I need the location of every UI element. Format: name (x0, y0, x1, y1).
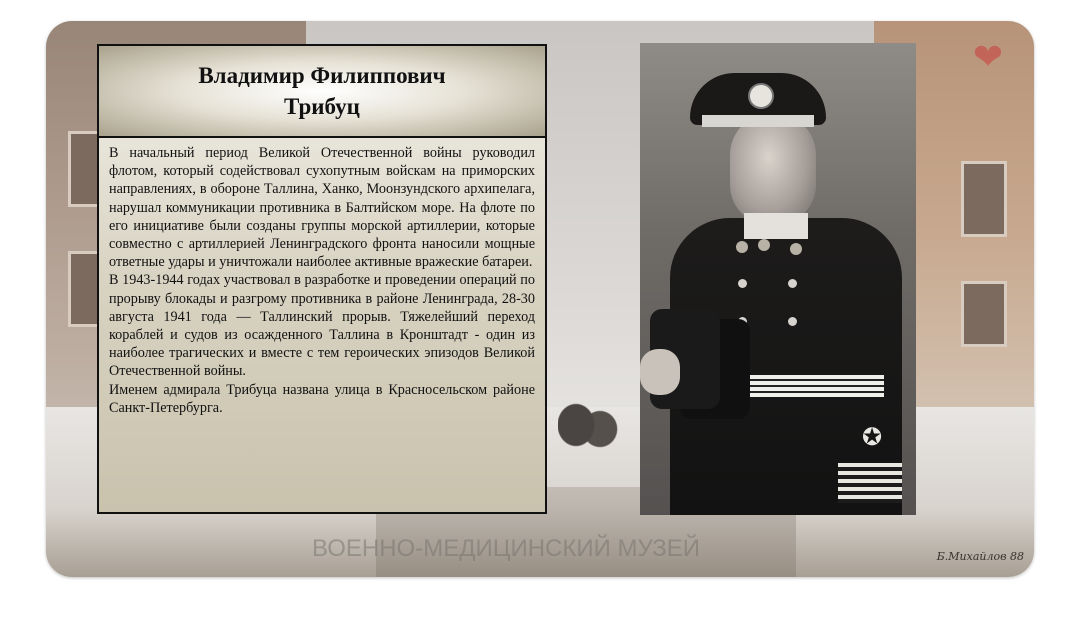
cap-band (702, 115, 814, 127)
heart-emblem-icon: ❤ (972, 37, 1004, 77)
medal (736, 241, 748, 253)
cap-badge-icon (748, 83, 774, 109)
artist-signature: Б.Михайлов 88 (936, 550, 1024, 563)
biography-panel (97, 44, 547, 514)
portrait-photo (640, 43, 916, 515)
title-name: Владимир Филиппович (198, 63, 446, 88)
biography-text (99, 138, 545, 417)
medal (758, 239, 770, 251)
medal (790, 243, 802, 255)
star-icon: ✪ (862, 425, 883, 451)
paragraph: В 1943-1944 годах участвовал в разработке и проведении операций по прорыву блокады и разгрому противника в районе Ленинграда, 28-30 августа 1941 года — Таллинский прорыв. Тяжелейший переход кораблей и судов из осажденного Таллина в Кронштадт - один из наиболее трагических и вместе с тем героических эпизодов Великой Отечественной войны. (109, 272, 535, 380)
hand (640, 349, 680, 395)
belt (700, 375, 884, 397)
sleeve-stripes (838, 463, 902, 503)
paragraph: В начальный период Великой Отечественной войны руководил флотом, который содействовал сухопутным войскам на приморских направлениях, в обороне Таллина, Ханко, Моонзундского архипелага, нарушал коммуникации противника в Балтийском море. На флоте по его инициативе были созданы группы морской артиллерии, которые совместно с артиллерией Ленинградского фронта наносили мощные ответные удары и уничтожали наиболее активные вражеские батареи. (109, 145, 535, 271)
title-surname: Трибуц (284, 94, 360, 119)
collar (744, 213, 808, 239)
face (730, 113, 816, 225)
background-figures (558, 393, 618, 473)
title-box (99, 46, 545, 138)
background-window (961, 281, 1007, 347)
paragraph: Именем адмирала Трибуца названа улица в Красносельском районе Санкт-Петербурга. (109, 381, 535, 416)
background-window (961, 161, 1007, 237)
slide-card (46, 21, 1034, 577)
museum-watermark: ВОЕННО-МЕДИЦИНСКИЙ МУЗЕЙ (312, 535, 700, 562)
